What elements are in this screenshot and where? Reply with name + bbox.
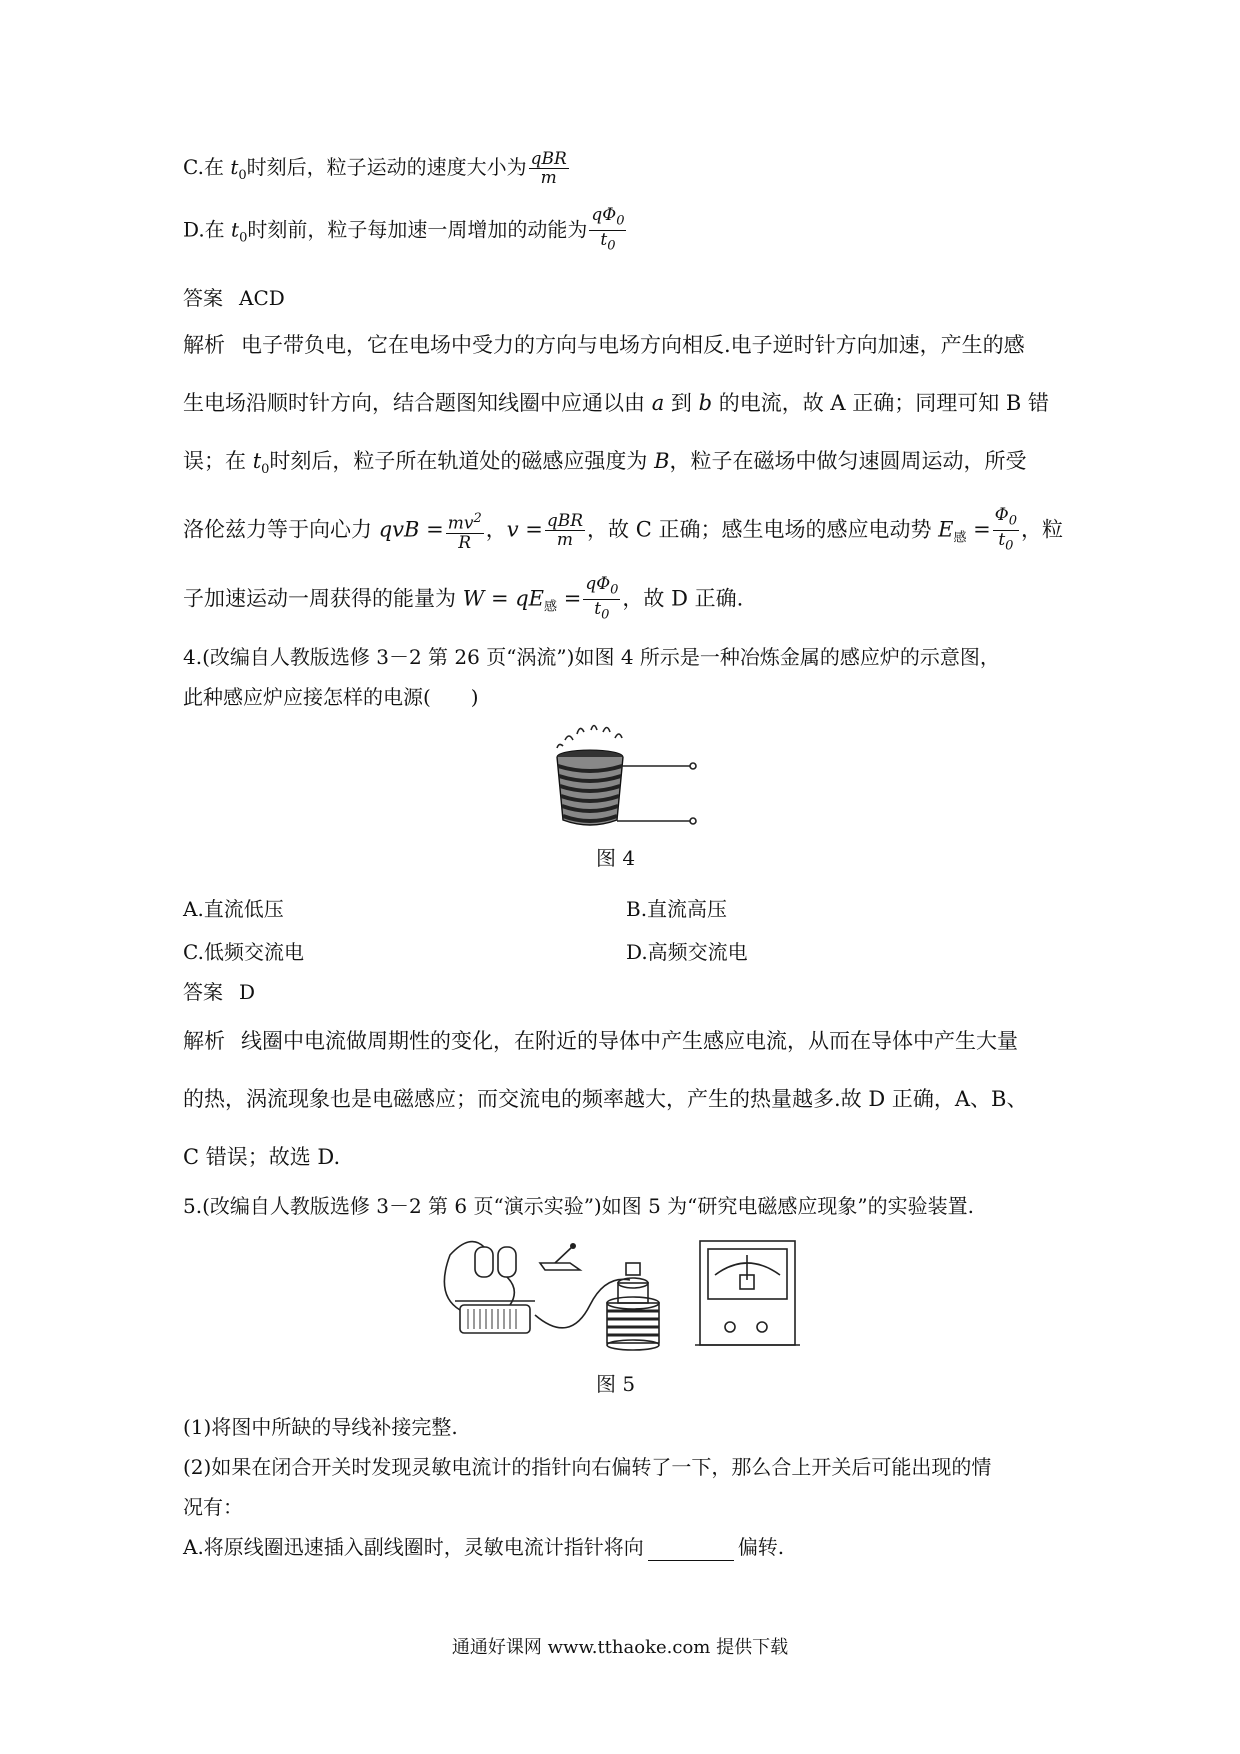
figure-4-caption: 图 4 (596, 846, 636, 870)
fraction: $\frac{q\Phi_0}{t_0}$ (585, 574, 619, 623)
q4-option-d: D.高频交流电 (626, 940, 748, 964)
question-4-line-1: 4.(改编自人教版选修 3－2 第 26 页“涡流”)如图 4 所示是一种冶炼金属的感应炉的示意图， (183, 645, 1000, 669)
analysis-1-line-2: 生电场沿顺时针方向，结合题图知线圈中应通以由 a 到 b 的电流，故 A 正确；同理可知 B 错 (183, 391, 1050, 415)
analysis-2-line-1: 解析 线圈中电流做周期性的变化，在附近的导体中产生感应电流，从而在导体中产生大量 (183, 1029, 1018, 1053)
fraction: $\frac{\text{qBR}}{m}$ (546, 511, 584, 551)
option-c-line: C.在 $t_0$时刻后，粒子运动的速度大小为 $\frac{\text{qBR}}{m}$ (183, 149, 567, 188)
question-5-line-1: 5.(改编自人教版选修 3－2 第 6 页“演示实验”)如图 5 为“研究电磁感应现象”的实验装置. (183, 1194, 974, 1218)
analysis-1-line-5: 子加速运动一周获得的能量为 $W = qE_感$ = $\frac{q\Phi_0}{t_0}$ ，故 D 正确. (183, 574, 744, 623)
q4-option-c: C.低频交流电 (183, 940, 304, 964)
induction-furnace-figure (545, 720, 705, 835)
fraction: $\frac{q\Phi_0}{t_0}$ (591, 205, 625, 254)
induction-apparatus-figure (440, 1235, 810, 1355)
q5-sub-a: A.将原线圈迅速插入副线圈时，灵敏电流计指针将向 偏转. (183, 1535, 785, 1559)
q4-option-b: B.直流高压 (626, 897, 728, 921)
option-d-line: D.在 $t_0$时刻前，粒子每加速一周增加的动能为 $\frac{q\Phi_0}{t_0}$ (183, 205, 625, 254)
question-4-line-2: 此种感应炉应接怎样的电源( ) (183, 685, 479, 709)
analysis-2-line-2: 的热，涡流现象也是电磁感应；而交流电的频率越大，产生的热量越多.故 D 正确，A、B、 (183, 1087, 1028, 1111)
answer-2: 答案 D (183, 980, 256, 1004)
q4-option-a: A.直流低压 (183, 897, 284, 921)
q5-sub-1: (1)将图中所缺的导线补接完整. (183, 1415, 458, 1439)
analysis-2-line-3: C 错误；故选 D. (183, 1145, 341, 1169)
q5-sub-2-line-2: 况有： (183, 1495, 243, 1519)
fraction: $\frac{\text{qBR}}{m}$ (530, 149, 567, 188)
page-footer: 通通好课网 www.tthaoke.com 提供下载 (451, 1637, 789, 1658)
fraction: $\frac{mv^2}{R}$ (447, 511, 482, 553)
analysis-1-line-1: 解析 电子带负电，它在电场中受力的方向与电场方向相反.电子逆时针方向加速，产生的感 (183, 333, 1025, 357)
answer-1: 答案 ACD (183, 286, 285, 310)
fraction: $\frac{\Phi_0}{t_0}$ (994, 505, 1017, 554)
analysis-1-line-3: 误；在 $t_0$时刻后，粒子所在轨道处的磁感应强度为 B，粒子在磁场中做匀速圆周运动，所受 (183, 449, 1027, 478)
answer-blank[interactable] (648, 1540, 734, 1561)
figure-5-caption: 图 5 (596, 1372, 636, 1396)
analysis-1-line-4: 洛伦兹力等于向心力 qvB = $\frac{mv^2}{R}$ ，v = $\frac{\text{qBR}}{m}$ ，故 C 正确；感生电场的感应电动势 $E_感$ = $\frac{\Phi_0}{t_0}$ ，粒 (183, 505, 1063, 554)
q5-sub-2-line-1: (2)如果在闭合开关时发现灵敏电流计的指针向右偏转了一下，那么合上开关后可能出现的情 (183, 1455, 992, 1479)
